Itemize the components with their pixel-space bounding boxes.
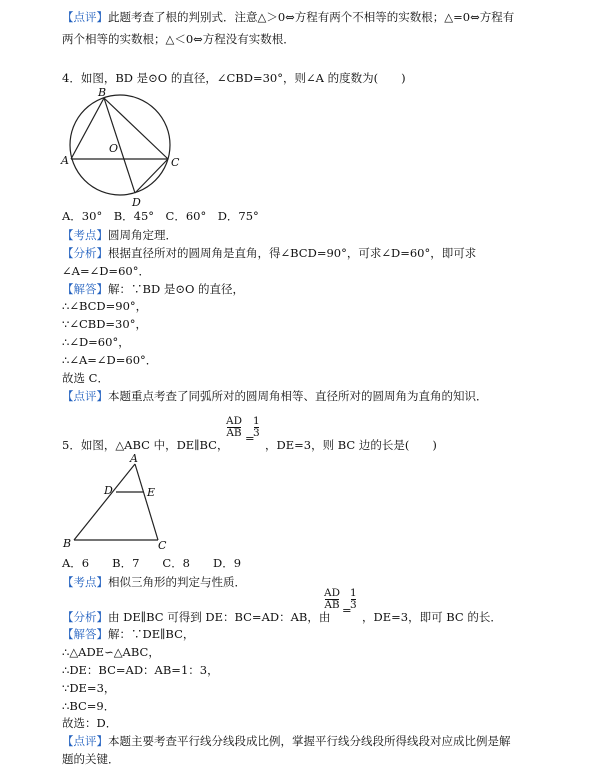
label-c: C: [158, 539, 167, 552]
q5-stem-part-a: 5．如图，△ABC 中，DE∥BC，: [62, 438, 229, 452]
q5-stem-fraction-ad-ab: AD AB: [226, 415, 243, 439]
q5-answer: 故选：D．: [62, 716, 118, 730]
q4-options: A．30° B．45° C．60° D．75°: [62, 209, 259, 223]
label-b: B: [98, 86, 107, 99]
q4-jieda-line-1: 【解答】解：∵BD 是⊙O 的直径，: [62, 282, 245, 296]
q5-fenxi-fraction-value: 1 3: [350, 587, 357, 611]
q5-fenxi-fraction-ad-ab: AD AB: [324, 587, 341, 611]
q4-kaodian: 【考点】圆周角定理．: [62, 228, 177, 242]
q4-step-2: ∵∠CBD=30°，: [62, 317, 147, 331]
q5-step-1: ∴△ADE∽△ABC，: [62, 645, 160, 659]
q4-fenxi-line-1: 【分析】根据直径所对的圆周角是直角，得∠BCD=90°，可求∠D=60°，即可求: [62, 246, 477, 260]
q4-fenxi-line-2: ∠A=∠D=60°．: [62, 264, 150, 278]
q4-dianping: 【点评】本题重点考查了同弧所对的圆周角相等、直径所对的圆周角为直角的知识．: [62, 389, 488, 403]
q4-answer: 故选 C．: [62, 371, 109, 385]
q5-step-2: ∴DE：BC=AD：AB=1：3，: [62, 663, 219, 677]
side-ac: [135, 464, 158, 540]
label-o: O: [109, 142, 119, 155]
q5-dianping-line-1: 【点评】本题主要考查平行线分线段成比例，掌握平行线分线段所得线段对应成比例是解: [62, 734, 511, 748]
q5-fenxi-part-b: ，DE=3，即可 BC 的长．: [362, 610, 502, 624]
q4-circle-figure: [60, 86, 190, 208]
prev-comment-line-2: 两个相等的实数根；△＜0⇔方程没有实数根．: [62, 32, 295, 46]
label-d: D: [104, 484, 113, 497]
chord-cd: [135, 159, 168, 193]
label-e: E: [147, 486, 156, 499]
q5-jieda-line-1: 【解答】解：∵DE∥BC，: [62, 627, 195, 641]
q5-fenxi-part-a: 【分析】由 DE∥BC 可得到 DE：BC=AD：AB，由: [62, 610, 331, 624]
comment-tag: 【点评】: [62, 10, 108, 24]
q5-stem-eq: =: [245, 431, 255, 445]
label-a: A: [130, 452, 138, 465]
side-ab: [74, 464, 135, 540]
q5-stem-fraction-value: 1 3: [253, 415, 260, 439]
q5-step-3: ∵DE=3，: [62, 681, 116, 695]
q5-fenxi-eq: =: [342, 603, 352, 617]
q4-step-4: ∴∠A=∠D=60°．: [62, 353, 158, 367]
q5-options: A．6 B．7 C．8 D．9: [62, 556, 242, 570]
prev-comment-line-1: 【点评】此题考查了根的判别式．注意△＞0⇔方程有两个不相等的实数根；△=0⇔方程有: [62, 10, 515, 24]
q4-step-3: ∴∠D=60°，: [62, 335, 130, 349]
label-c: C: [171, 156, 180, 169]
q5-step-4: ∴BC=9．: [62, 699, 116, 713]
q5-dianping-line-2: 题的关键．: [62, 752, 120, 766]
q4-stem: 4．如图，BD 是⊙O 的直径，∠CBD=30°，则∠A 的度数为( ): [62, 71, 406, 85]
label-a: A: [61, 154, 69, 167]
q4-step-1: ∴∠BCD=90°，: [62, 299, 148, 313]
label-b: B: [63, 537, 72, 550]
q5-kaodian: 【考点】相似三角形的判定与性质．: [62, 575, 246, 589]
q5-triangle-figure: [60, 452, 180, 552]
label-d: D: [132, 196, 141, 208]
q5-stem-part-b: ，DE=3，则 BC 边的长是( ): [265, 438, 437, 452]
circle-o: [70, 95, 170, 195]
